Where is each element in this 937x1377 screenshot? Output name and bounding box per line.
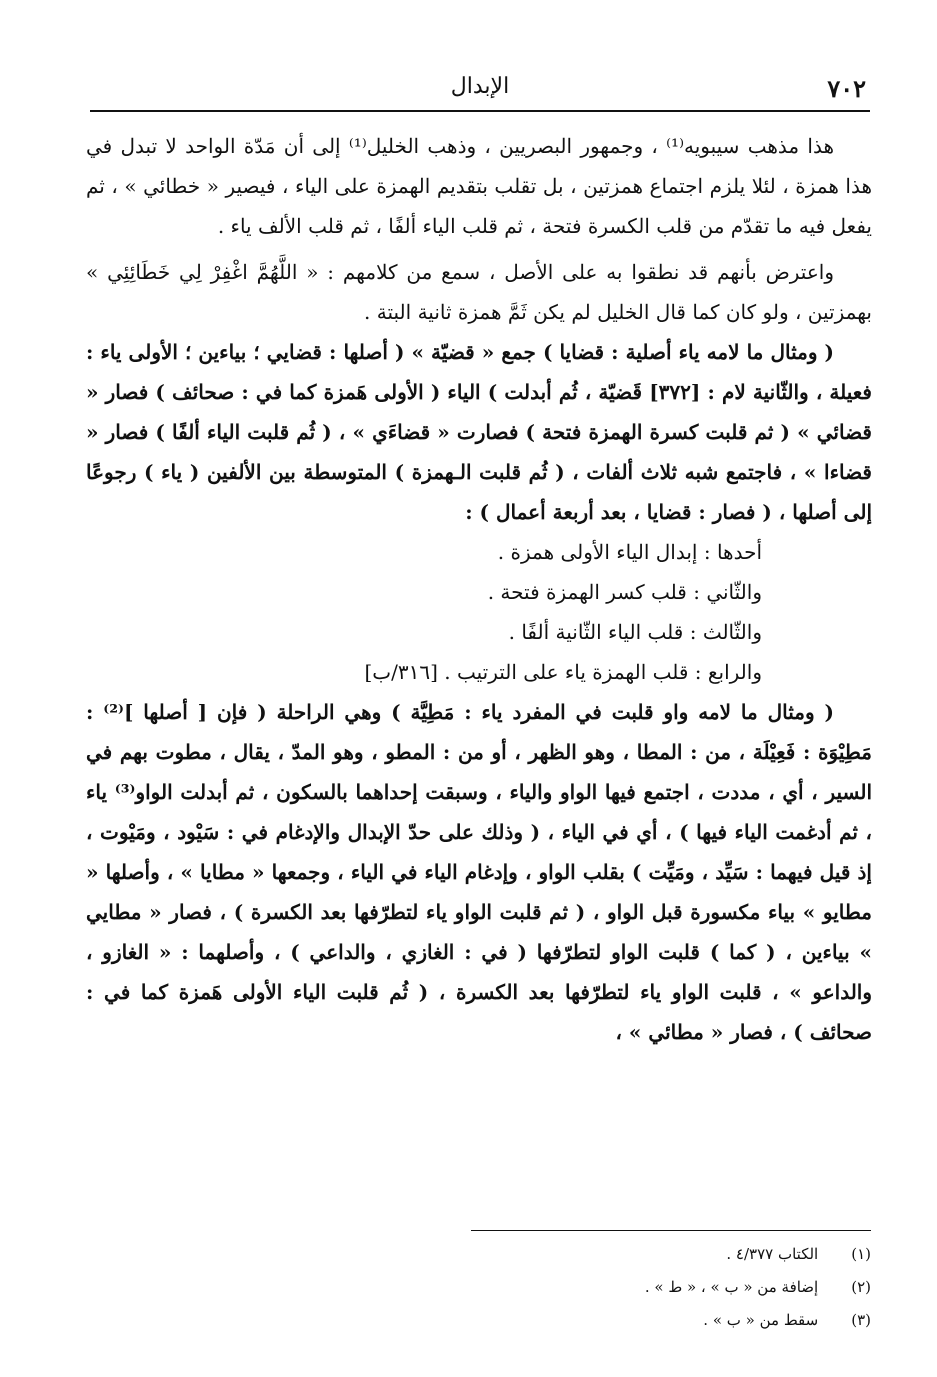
footnote-number: (٢) [851,1278,871,1296]
running-title: الإبدال [450,74,510,99]
list-item-1: أحدها : إبدال الياء الأولى همزة . [497,540,762,564]
footnote-number: (١) [851,1245,871,1263]
page-number: ٧٠٢ [827,74,866,103]
paragraph-1: هذا مذهب سيبويه⁽¹⁾ ، وجمهور البصريين ، وذهب الخليل⁽¹⁾ إلى أن مَدّة الواحد لا تبدل في هذا همزة ، لئلا يلزم اجتماع همزتين ، بل تقلب بتقديم الهمزة على الياء ، فيصير « خطائي » ، ثم يفعل فيه ما تقدّم من قلب الكسرة فتحة ، ثم قلب الياء ألفًا ، ثم قلب الألف ياء . [86,134,872,238]
list-item-3: والثّالث : قلب الياء الثّانية ألفًا . [508,620,762,644]
footnote-text: سقط من « ب » . [703,1311,819,1329]
paragraph-2: واعترض بأنهم قد نطقوا به على الأصل ، سمع من كلامهم : « اللَّهُمَّ اغْفِرْ لِي خَطَائِئِي » بهمزتين ، ولو كان كما قال الخليل لم يكن ثَمَّ همزة ثانية البتة . [86,260,872,324]
footnote-divider [471,1230,871,1231]
list-item-2: والثّاني : قلب كسر الهمزة فتحة . [487,580,762,604]
page-header [90,70,870,112]
footnote-text: إضافة من « ب » ، « ط » . [644,1278,819,1296]
footnote-1 [371,1238,871,1271]
footnote-text: الكتاب ٤/٣٧٧ . [726,1245,819,1263]
footnotes [371,1238,871,1337]
footnote-3 [371,1304,871,1337]
footnote-2 [371,1271,871,1304]
paragraph-3: ( ومثال ما لامه ياء أصلية : قضايا ) جمع « قضيّة » ( أصلها : قضايي ؛ بياءين ؛ الأولى ياء : فعيلة ، والثّانية لام : [٣٧٢] قَضيّة ، ثُم أبدلت ) الياء ( الأولى هَمزة كما في : صحائف ) فصار « قضائي » ( ثم قلبت كسرة الهمزة فتحة ) فصارت « قضاءَي » ، ( ثُم قلبت الياء ألفًا ) فصار « قضاءا » ، فاجتمع شبه ثلاث ألفات ، ( ثُم قلبت الـهمزة ) المتوسطة بين الألفين ( ياء ) رجوعًا إلى أصلها ، ( فصار : قضايا ، بعد أربعة أعمال ) : [86,340,872,524]
main-text [86,126,872,1052]
paragraph-4: ( ومثال ما لامه واو قلبت في المفرد ياء : مَطِيَّة ) وهي الراحلة ( فإن [ أصلها ]⁽²⁾ : مَطِيْوَة : فَعِيْلَة ، من : المطا ، وهو الظهر ، أو من : المطو ، وهو المدّ ، يقال ، مطوت بهم في السير ، أي ، مددت ، اجتمع فيها الواو والياء ، وسبقت إحداهما بالسكون ، ثم أبدلت الواو⁽³⁾ ياء ، ثم أدغمت الياء فيها ) ، أي في الياء ، ( وذلك على حدّ الإبدال والإدغام في : سَيْود ، ومَيْوت ، إذ قيل فيهما : سَيِّد ، ومَيِّت ) بقلب الواو ، وإدغام الياء في الياء ، وجمعها « مطايا » ، وأصلها « مطايو » بياء مكسورة قبل الواو ، ( ثم قلبت الواو ياء لتطرّفها بعد الكسرة ) ، فصار « مطايي » بياءين ، ( كما ) قلبت الواو لتطرّفها ( في : الغازي ، والداعي ) ، وأصلهما : « الغازو ، والداعو » ، قلبت الواو ياء لتطرّفها بعد الكسرة ، ( ثُم قلبت الياء الأولى هَمزة كما في : صحائف ) ، فصار « مطائي » ، [86,700,873,1044]
footnote-number: (٣) [851,1311,871,1329]
list-item-4: والرابع : قلب الهمزة ياء على الترتيب . [٣١٦/ب] [364,660,762,684]
